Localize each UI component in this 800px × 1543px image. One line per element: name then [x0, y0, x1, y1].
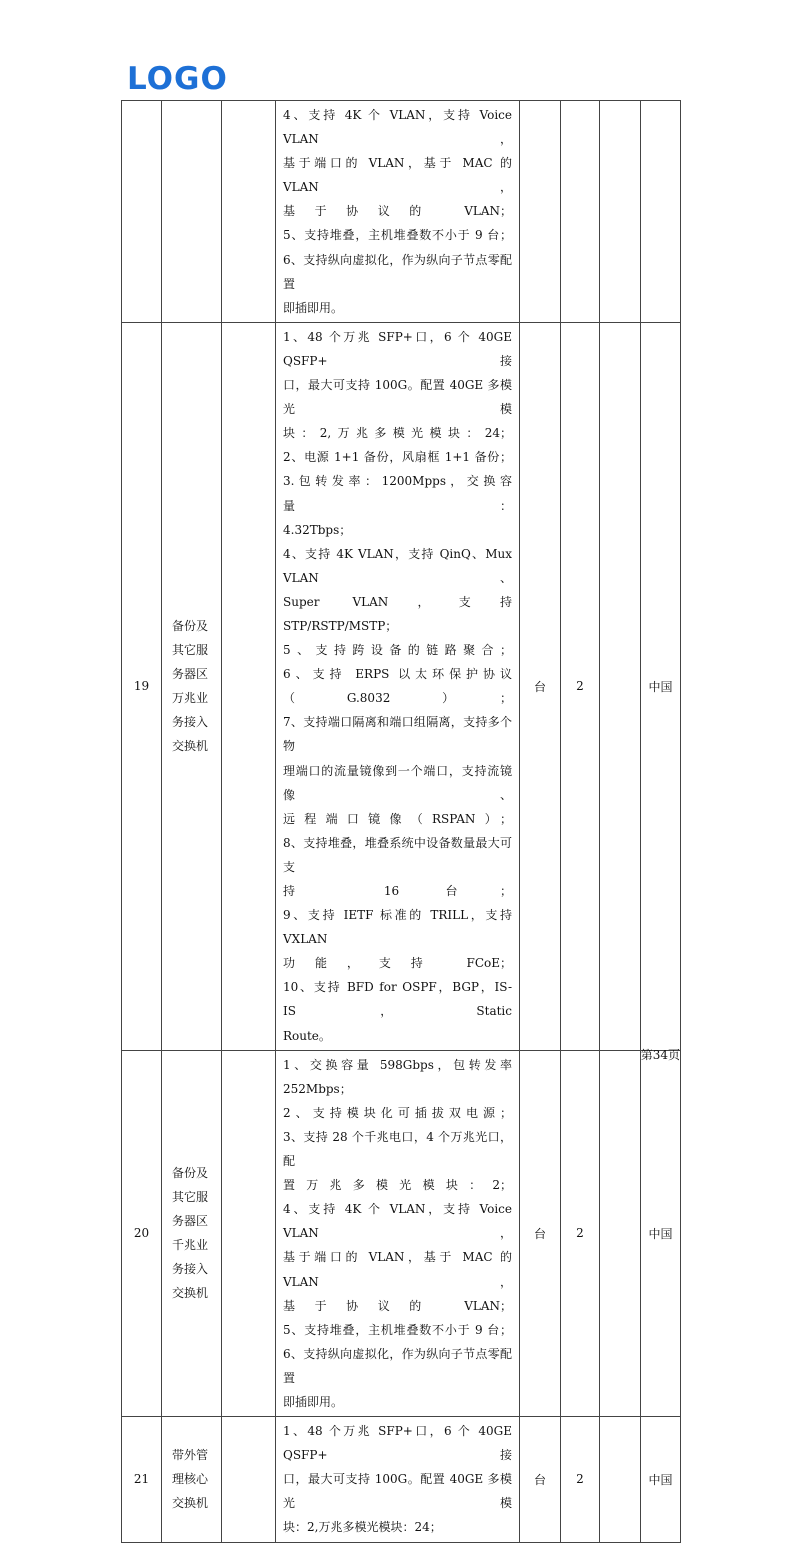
- spec-line: 基于协议的 VLAN；: [283, 1298, 512, 1313]
- spec-line: 4、支持 4K 个 VLAN，支持 Voice VLAN，: [283, 1202, 512, 1241]
- spec-line: 3、支持 28 个千兆电口，4 个万兆光口，配: [283, 1129, 512, 1169]
- spec-line: 置万兆多模光模块：2；: [283, 1178, 512, 1193]
- spec-line: 8、支持堆叠，堆叠系统中设备数量最大可支: [283, 835, 512, 874]
- item-name-line: 千兆业: [172, 1238, 209, 1253]
- equipment-table-wrapper: [121, 100, 681, 1543]
- price-cell: [600, 1050, 641, 1416]
- spec-line: 5、支持堆叠，主机堆叠数不小于 9 台；: [283, 1322, 512, 1337]
- spec-cell: [276, 1050, 520, 1416]
- spec-line: 1、48 个万兆 SFP+口，6 个 40GE QSFP+接: [283, 1424, 512, 1463]
- price-cell: [600, 1417, 641, 1542]
- spec-cell: [276, 1417, 520, 1542]
- item-number-cell: 20: [122, 1050, 162, 1416]
- spec-line: 6、支持纵向虚拟化，作为纵向子节点零配置: [283, 252, 512, 291]
- unit-cell: 台: [520, 1417, 561, 1542]
- item-name-line: 交换机: [172, 739, 209, 754]
- spec-line: 5、支持跨设备的链路聚合；: [283, 643, 512, 658]
- origin-cell: 中国: [641, 322, 681, 1050]
- table-row: [122, 101, 681, 323]
- spec-line: 远程端口镜像（RSPAN）；: [283, 811, 512, 826]
- spec-line: 4、支持 4K VLAN，支持 QinQ、Mux VLAN、: [283, 546, 512, 585]
- spec-line: 口，最大可支持 100G。配置 40GE 多模光模: [283, 1472, 512, 1511]
- item-name-line: 务器区: [172, 667, 209, 682]
- spec-line: 1、48 个万兆 SFP+口，6 个 40GE QSFP+接: [283, 329, 512, 368]
- table-row: [122, 1417, 681, 1542]
- quantity-cell: 2: [561, 322, 600, 1050]
- brand-cell: [222, 1417, 276, 1542]
- quantity-cell: 2: [561, 1417, 600, 1542]
- spec-cell: [276, 322, 520, 1050]
- quantity-cell: [561, 101, 600, 323]
- item-name-line: 带外管: [172, 1448, 209, 1463]
- spec-line: 2、支持模块化可插拔双电源；: [283, 1105, 512, 1120]
- spec-line: 基于端口的 VLAN，基于 MAC 的 VLAN，: [283, 156, 512, 195]
- item-name-cell: [162, 1417, 222, 1542]
- unit-cell: 台: [520, 1050, 561, 1416]
- unit-cell: [520, 101, 561, 323]
- spec-line: 4.32Tbps；: [283, 522, 352, 537]
- item-name-line: 万兆业: [172, 691, 209, 706]
- item-name-line: 务接入: [172, 1262, 209, 1277]
- spec-line: 持 16 台；: [283, 884, 512, 898]
- item-number-cell: 19: [122, 322, 162, 1050]
- price-cell: [600, 101, 641, 323]
- item-name-line: 交换机: [172, 1286, 209, 1301]
- item-name-line: 务器区: [172, 1214, 209, 1229]
- item-name-cell: [162, 1050, 222, 1416]
- table-row: [122, 322, 681, 1050]
- spec-line: 口，最大可支持 100G。配置 40GE 多模光模: [283, 378, 512, 417]
- spec-line: 即插即用。: [283, 300, 344, 315]
- equipment-table: [121, 100, 681, 1543]
- origin-cell: 中国: [641, 1417, 681, 1542]
- spec-line: 6、支持 ERPS 以太环保护协议（G.8032）；: [283, 667, 512, 706]
- table-row: [122, 1050, 681, 1416]
- spec-line: 即插即用。: [283, 1394, 344, 1409]
- item-name-cell: [162, 101, 222, 323]
- spec-line: 6、支持纵向虚拟化，作为纵向子节点零配置: [283, 1346, 512, 1385]
- item-name-line: 交换机: [172, 1496, 209, 1511]
- spec-line: Route。: [283, 1028, 331, 1043]
- price-cell: [600, 322, 641, 1050]
- spec-line: 4、支持 4K 个 VLAN，支持 Voice VLAN，: [283, 108, 512, 147]
- logo: LOGO: [127, 61, 228, 97]
- origin-cell: 中国: [641, 1050, 681, 1416]
- spec-line: 基于端口的 VLAN，基于 MAC 的 VLAN，: [283, 1250, 512, 1289]
- spec-cell: [276, 101, 520, 323]
- spec-line: 1、交换容量 598Gbps，包转发率 252Mbps；: [283, 1057, 512, 1096]
- item-name-line: 备份及: [172, 619, 209, 634]
- quantity-cell: 2: [561, 1050, 600, 1416]
- brand-cell: [222, 101, 276, 323]
- spec-line: Super VLAN，支持 STP/RSTP/MSTP；: [283, 594, 512, 633]
- item-name-line: 备份及: [172, 1166, 209, 1181]
- spec-line: 9、支持 IETF 标准的 TRILL，支持 VXLAN: [283, 908, 512, 947]
- spec-line: 块：2,万兆多模光模块：24；: [283, 426, 512, 441]
- item-name-line: 其它服: [172, 643, 209, 658]
- item-name-line: 务接入: [172, 715, 209, 730]
- spec-line: 功能，支持 FCoE；: [283, 956, 512, 971]
- spec-line: 3. 包 转 发 率 ： 1200Mpps ， 交 换 容 量 ：: [283, 474, 512, 513]
- spec-line: 10、支持 BFD for OSPF，BGP，IS-IS，Static: [283, 980, 512, 1019]
- item-name-line: 理核心: [172, 1472, 209, 1487]
- item-number-cell: 21: [122, 1417, 162, 1542]
- item-name-line: 其它服: [172, 1190, 209, 1205]
- spec-line: 块：2,万兆多模光模块：24；: [283, 1520, 442, 1535]
- brand-cell: [222, 322, 276, 1050]
- item-name-cell: [162, 322, 222, 1050]
- spec-line: 5、支持堆叠，主机堆叠数不小于 9 台；: [283, 228, 512, 243]
- item-number-cell: [122, 101, 162, 323]
- unit-cell: 台: [520, 322, 561, 1050]
- spec-line: 基于协议的 VLAN；: [283, 204, 512, 219]
- brand-cell: [222, 1050, 276, 1416]
- spec-line: 2、电源 1+1 备份，风扇框 1+1 备份；: [283, 450, 512, 465]
- spec-line: 7、支持端口隔离和端口组隔离，支持多个物: [283, 715, 512, 754]
- spec-line: 理端口的流量镜像到一个端口，支持流镜像、: [283, 763, 512, 802]
- page-number: 第34页: [640, 1048, 680, 1062]
- origin-cell: [641, 101, 681, 323]
